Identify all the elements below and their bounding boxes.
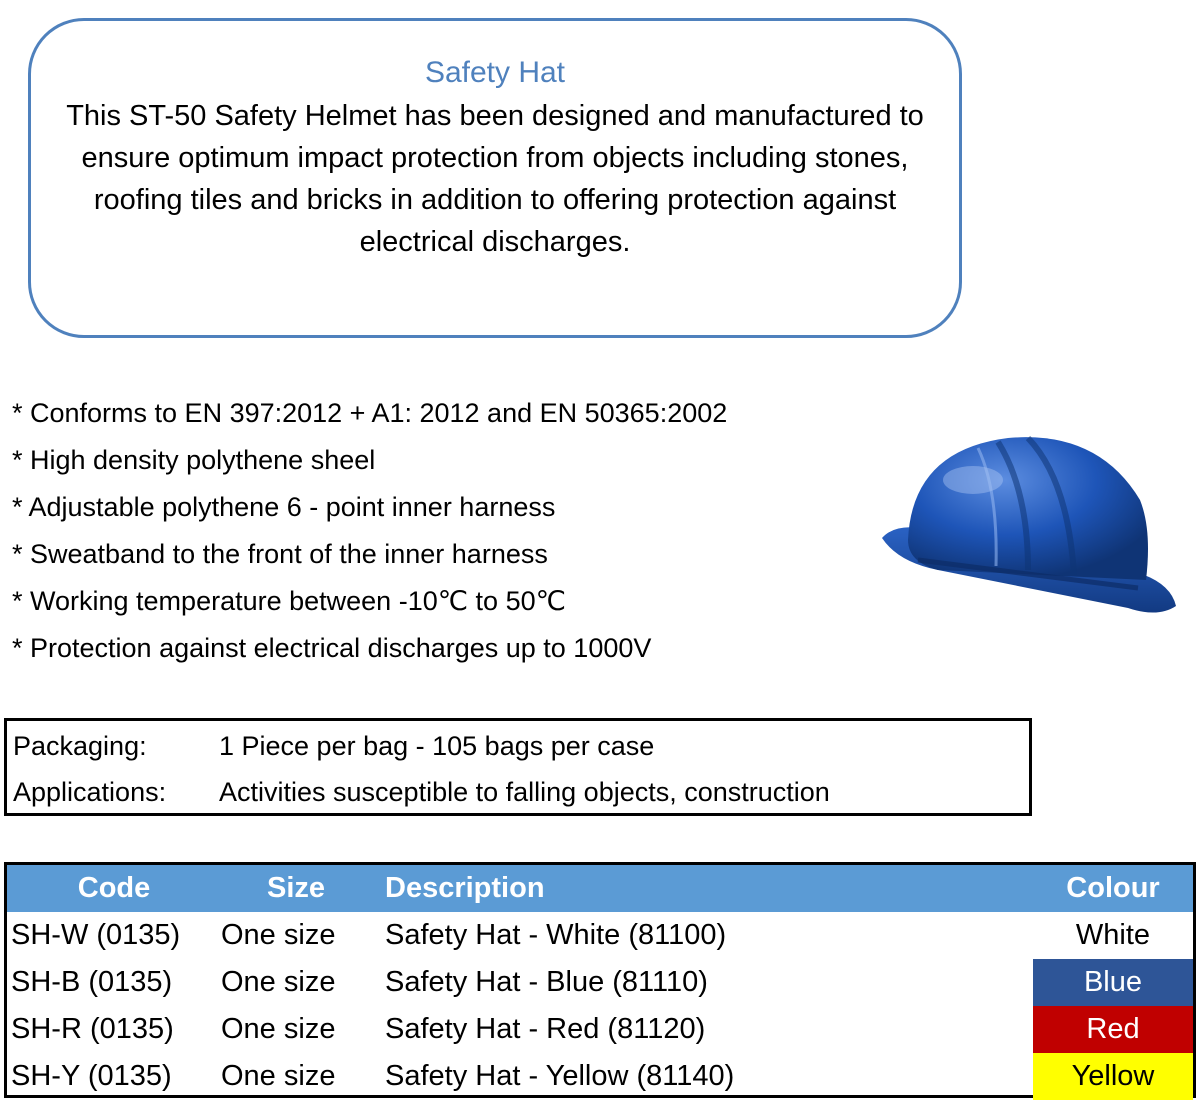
feature-item: * High density polythene sheel <box>12 445 376 475</box>
header-code: Code <box>77 872 151 904</box>
cell-description: Safety Hat - Blue (81110) <box>385 966 708 998</box>
feature-item: * Sweatband to the front of the inner harness <box>12 539 548 569</box>
intro-title: Safety Hat <box>424 56 566 89</box>
cell-size: One size <box>221 1060 336 1092</box>
cell-code: SH-B (0135) <box>11 966 173 998</box>
feature-item: * Protection against electrical discharges up to 1000V <box>12 633 652 663</box>
intro-box <box>28 18 962 338</box>
applications-value: Activities susceptible to falling objects, construction <box>219 777 830 807</box>
cell-code: SH-W (0135) <box>11 919 181 951</box>
helmet-image <box>878 420 1178 630</box>
cell-code: SH-Y (0135) <box>11 1060 172 1092</box>
cell-description: Safety Hat - White (81100) <box>385 919 727 951</box>
cell-code: SH-R (0135) <box>11 1013 174 1045</box>
packaging-value: 1 Piece per bag - 105 bags per case <box>219 731 655 761</box>
table-row <box>7 959 1193 1006</box>
cell-description: Safety Hat - Red (81120) <box>385 1013 706 1045</box>
header-size: Size <box>266 872 326 904</box>
cell-colour: Blue <box>1033 959 1193 1006</box>
table-row <box>7 1006 1193 1053</box>
cell-colour: Yellow <box>1033 1053 1193 1100</box>
applications-row <box>13 770 830 814</box>
product-table <box>4 862 1196 1098</box>
feature-list <box>12 390 727 672</box>
feature-item: * Conforms to EN 397:2012 + A1: 2012 and EN 50365:2002 <box>12 398 728 428</box>
cell-description: Safety Hat - Yellow (81140) <box>385 1060 735 1092</box>
packaging-box <box>4 718 1032 816</box>
header-description: Description <box>385 872 545 904</box>
cell-size: One size <box>221 919 336 951</box>
cell-size: One size <box>221 1013 336 1045</box>
table-row <box>7 1053 1193 1100</box>
cell-size: One size <box>221 966 336 998</box>
intro-text: This ST-50 Safety Helmet has been designed and manufactured to ensure optimum impact protection from objects including stones, roofing tiles and bricks in addition to offering protection against electrical discharges. <box>66 100 924 258</box>
table-header <box>7 865 1193 912</box>
packaging-label: Packaging: <box>13 731 147 761</box>
packaging-row <box>13 724 654 768</box>
feature-item: * Adjustable polythene 6 - point inner harness <box>12 492 556 522</box>
cell-colour: White <box>1033 912 1193 959</box>
cell-colour: Red <box>1033 1006 1193 1053</box>
feature-item: * Working temperature between -10℃ to 50℃ <box>12 586 566 616</box>
table-row <box>7 912 1193 959</box>
applications-label: Applications: <box>13 777 167 807</box>
header-colour: Colour <box>1066 872 1160 904</box>
